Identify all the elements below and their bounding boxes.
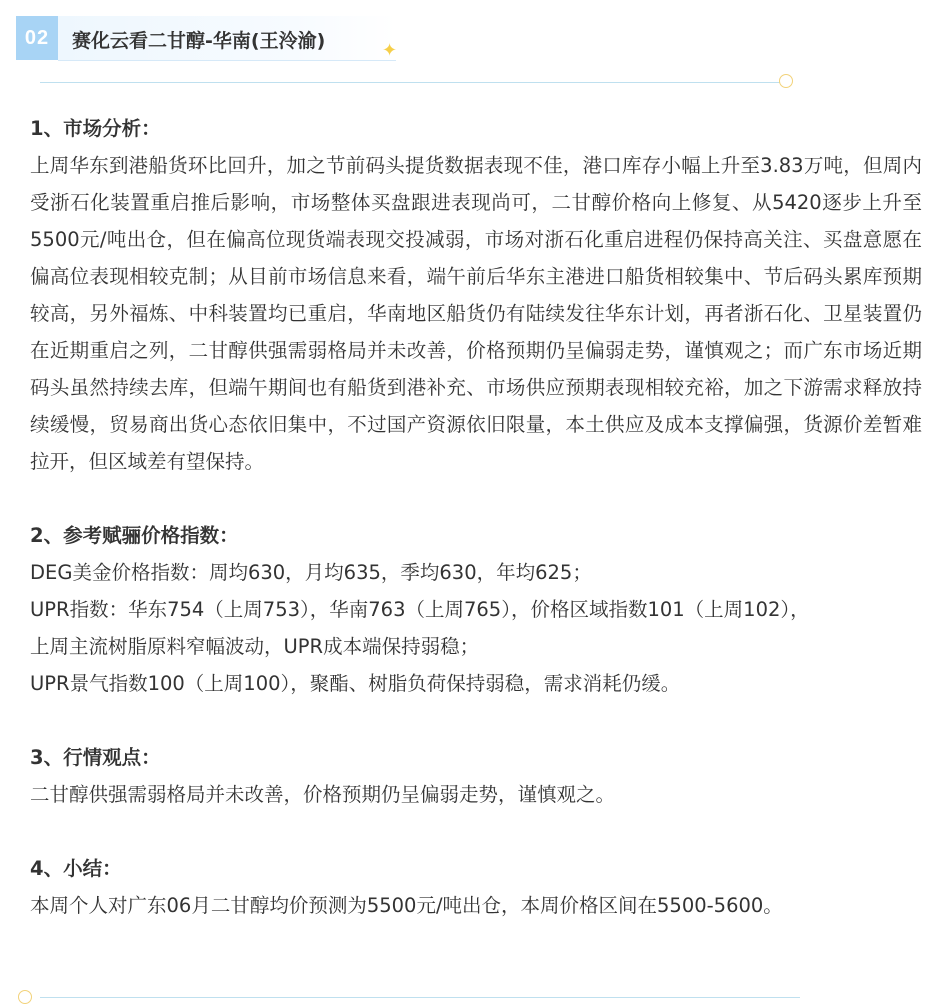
price-index-heading: 2、参考赋骊价格指数： [30, 524, 239, 547]
divider-circle-icon [18, 990, 32, 1004]
spacer [30, 480, 922, 517]
spacer [30, 813, 922, 850]
market-analysis-heading: 1、市场分析： [30, 117, 161, 140]
deg-index-line: DEG美金价格指数：周均630，月均635，季均630，年均625； [30, 561, 592, 584]
upr-boom-line: UPR景气指数100（上周100），聚酯、树脂负荷保持弱稳，需求消耗仍缓。 [30, 672, 681, 695]
summary-heading: 4、小结： [30, 857, 122, 880]
market-view-heading: 3、行情观点： [30, 746, 161, 769]
upr-index-line: UPR指数：华东754（上周753），华南763（上周765），价格区域指数101（上周102）， [30, 598, 810, 621]
summary-body: 本周个人对广东06月二甘醇均价预测为5500元/吨出仓，本周价格区间在5500-5600。 [30, 894, 783, 917]
upr-note-line: 上周主流树脂原料窄幅波动，UPR成本端保持弱稳； [30, 635, 480, 658]
section-title-box [58, 16, 396, 61]
sparkle-icon: ✦ [382, 40, 398, 61]
top-divider [40, 82, 780, 83]
spacer [30, 702, 922, 739]
section-number-badge: 02 [16, 16, 58, 60]
market-analysis-body: 上周华东到港船货环比回升，加之节前码头提货数据表现不佳，港口库存小幅上升至3.83万吨，但周内受浙石化装置重启推后影响，市场整体买盘跟进表现尚可，二甘醇价格向上修复、从5420逐步上升至5500元/吨出仓，但在偏高位现货端表现交投减弱，市场对浙石化重启进程仍保持高关注、买盘意愿在偏高位表现相较克制；从目前市场信息来看，端午前后华东主港进口船货相较集中、节后码头累库预期较高，另外福炼、中科装置均已重启，华南地区船货仍有陆续发往华东计划，再者浙石化、卫星装置仍在近期重启之列，二甘醇供强需弱格局并未改善，价格预期仍呈偏弱走势，谨慎观之；而广东市场近期码头虽然持续去库，但端午期间也有船货到港补充、市场供应预期表现相较充裕，加之下游需求释放持续缓慢，贸易商出货心态依旧集中，不过国产资源依旧限量，本土供应及成本支撑偏强，货源价差暂难拉开，但区域差有望保持。 [30, 154, 922, 473]
article-content [30, 110, 922, 924]
market-view-body: 二甘醇供强需弱格局并未改善，价格预期仍呈偏弱走势，谨慎观之。 [30, 783, 616, 806]
divider-circle-icon [779, 74, 793, 88]
section-title: 赛化云看二甘醇-华南(王泠渝) [72, 30, 326, 52]
bottom-divider [40, 997, 800, 998]
section-header [16, 16, 396, 60]
